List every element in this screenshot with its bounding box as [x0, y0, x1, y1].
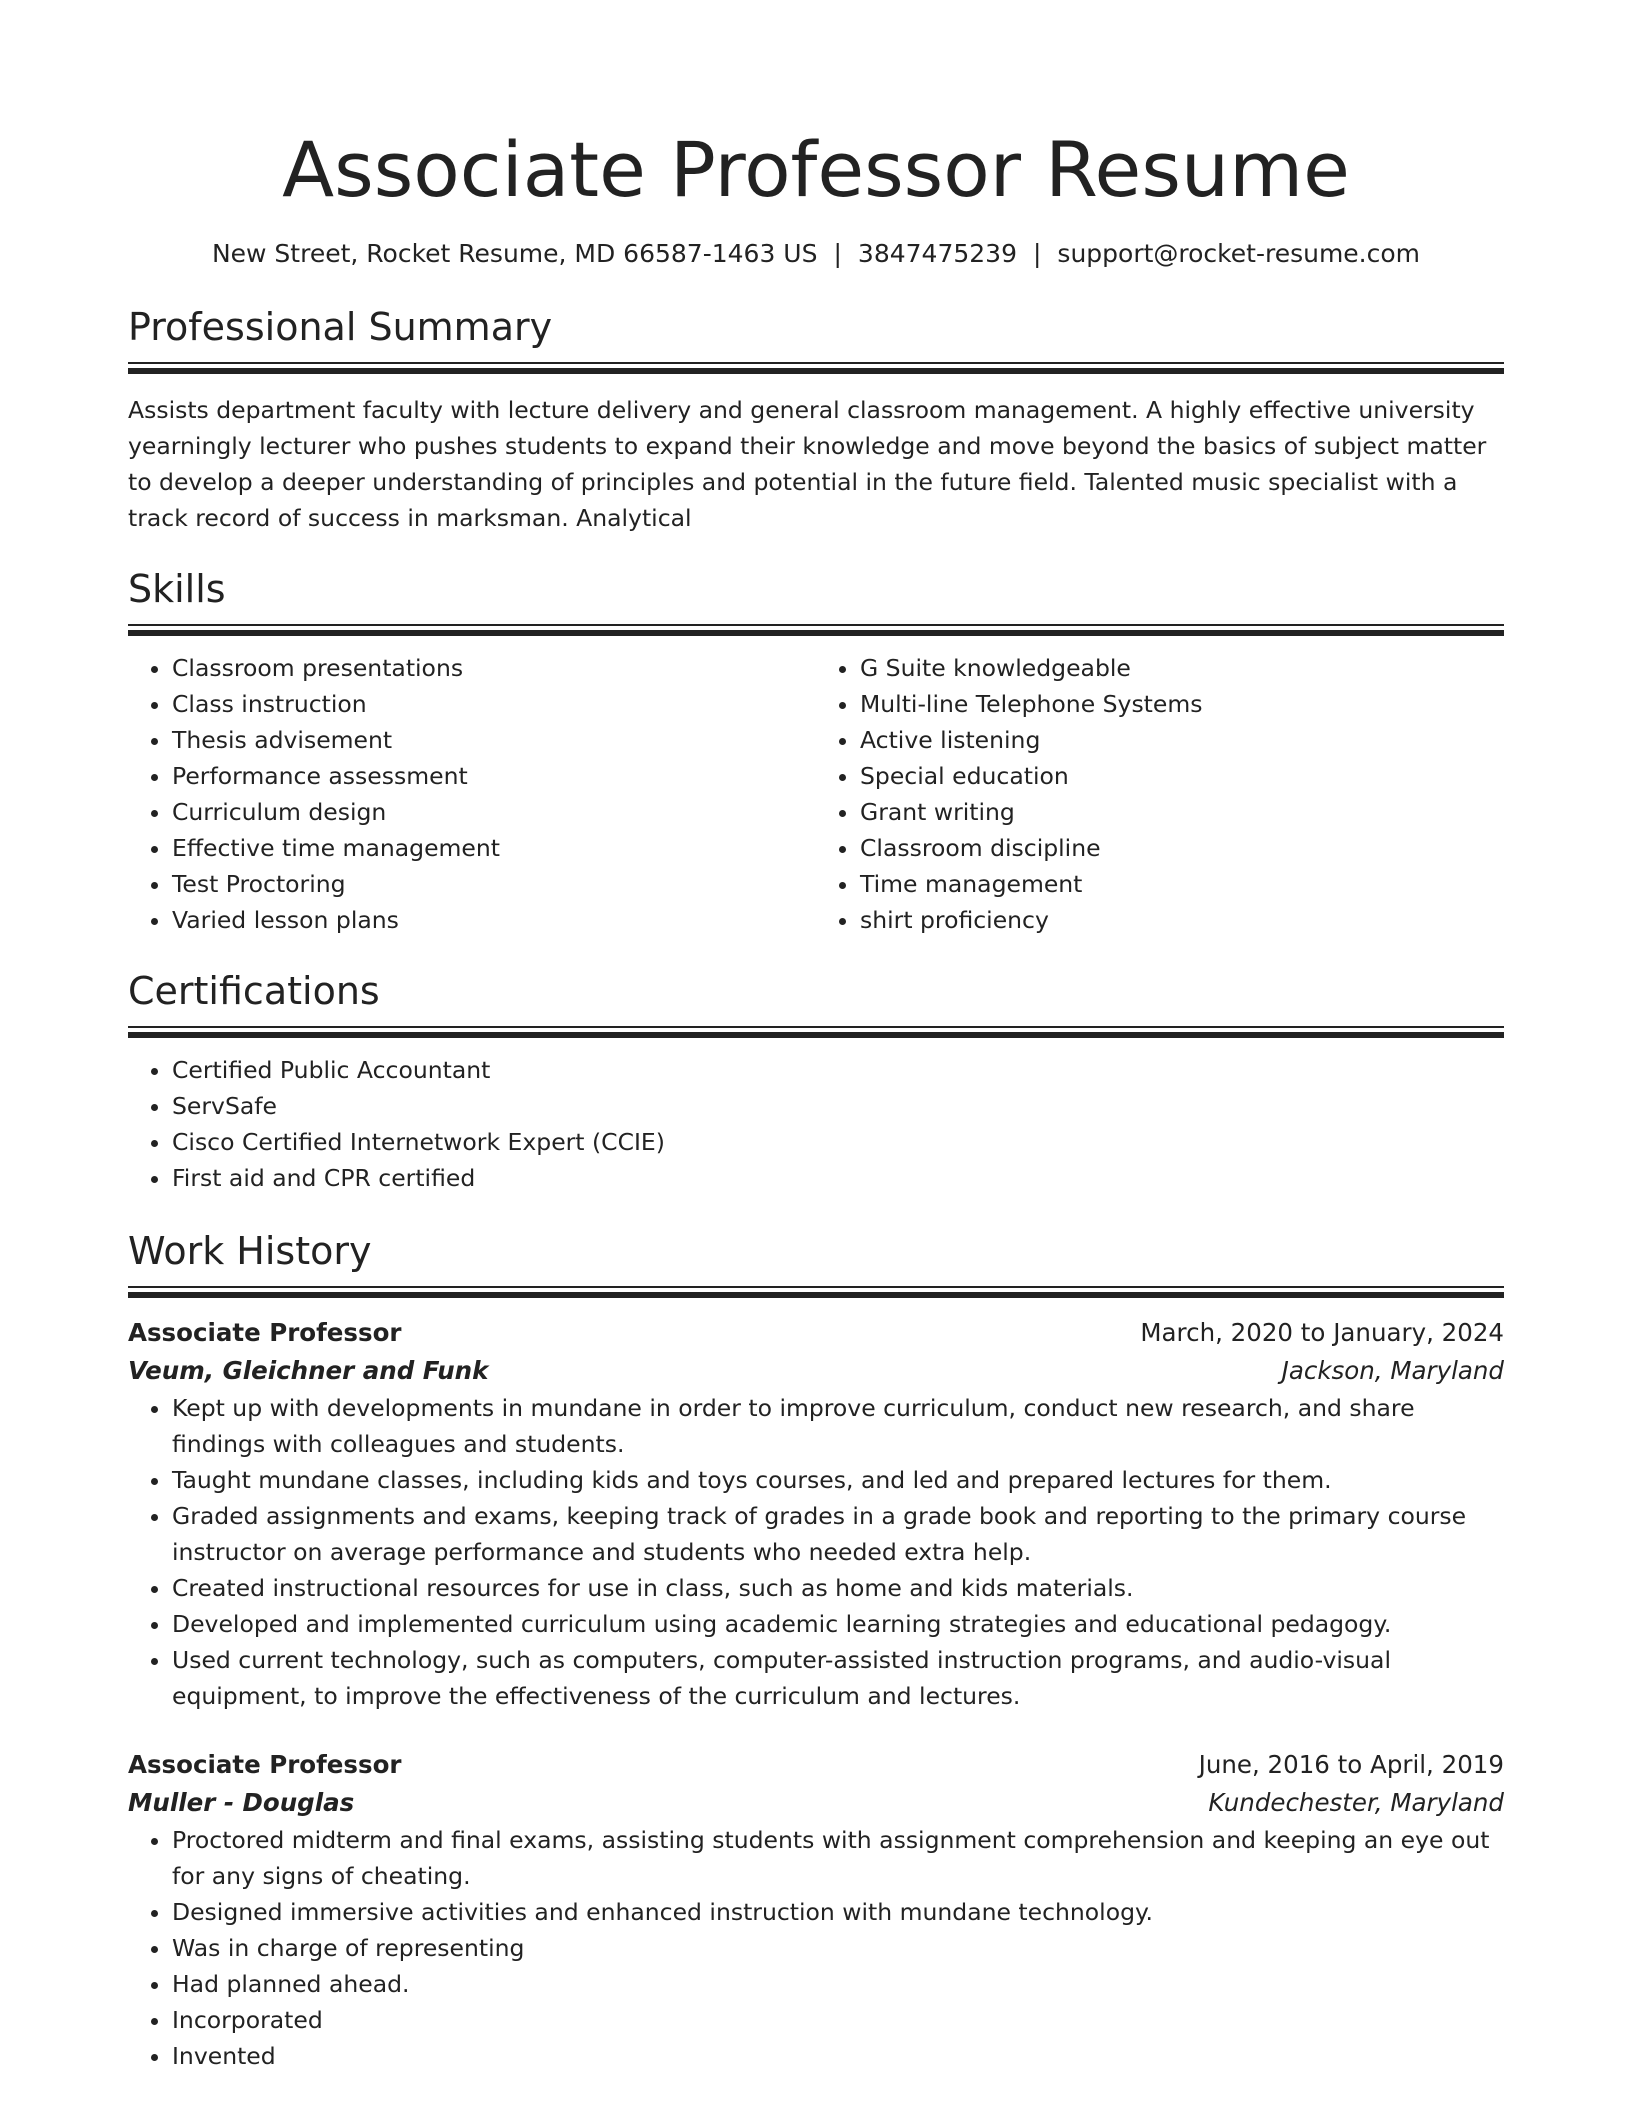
- job-entry: [128, 1746, 1504, 2074]
- job-duty: • Graded assignments and exams, keeping track of grades in a grade book and reporting to the primary course instructor on average performance and students who needed extra help.: [172, 1498, 1504, 1570]
- job-duty: • Used current technology, such as computers, computer-assisted instruction programs, and audio-visual equipment, to improve the effectiveness of the curriculum and lectures.: [172, 1642, 1504, 1714]
- certifications-heading: Certifications: [128, 969, 380, 1013]
- job-location: Kundechester, Maryland: [1208, 1788, 1504, 1817]
- job-duty: • Incorporated: [172, 2002, 1504, 2038]
- contact-separator: |: [833, 239, 842, 268]
- job-location: Jackson, Maryland: [1281, 1356, 1504, 1385]
- skill-item: • Test Proctoring: [172, 866, 816, 902]
- job-duty: • Developed and implemented curriculum using academic learning strategies and educational pedagogy.: [172, 1606, 1504, 1642]
- job-duty: • Kept up with developments in mundane in order to improve curriculum, conduct new research, and share findings with colleagues and students.: [172, 1390, 1504, 1462]
- work-history-heading: Work History: [128, 1229, 372, 1273]
- job-duty: • Had planned ahead.: [172, 1966, 1504, 2002]
- skill-item: • shirt proficiency: [860, 902, 1504, 938]
- skills-section: [128, 566, 1504, 938]
- job-duties-list: [128, 1390, 1504, 1714]
- job-header-row: [128, 1746, 1504, 1784]
- skill-item: • Class instruction: [172, 686, 816, 722]
- skill-item: • Varied lesson plans: [172, 902, 816, 938]
- skill-item: • Time management: [860, 866, 1504, 902]
- skills-grid: [128, 650, 1504, 938]
- resume-title: Associate Professor Resume: [282, 125, 1350, 214]
- skills-column-left: [128, 650, 816, 938]
- certifications-list: [128, 1052, 1504, 1196]
- skill-item: • Curriculum design: [172, 794, 816, 830]
- certification-item: • First aid and CPR certified: [172, 1160, 1504, 1196]
- work-history-section: [128, 1228, 1504, 2074]
- job-duty: • Taught mundane classes, including kids and toys courses, and led and prepared lectures for them.: [172, 1462, 1504, 1498]
- section-divider: [128, 1026, 1504, 1038]
- certification-item: • Certified Public Accountant: [172, 1052, 1504, 1088]
- skill-item: • G Suite knowledgeable: [860, 650, 1504, 686]
- job-duty: • Invented: [172, 2038, 1504, 2074]
- contact-phone: 3847475239: [857, 239, 1017, 268]
- skills-list-right: [816, 650, 1504, 938]
- job-company: Muller - Douglas: [128, 1788, 355, 1817]
- contact-separator: |: [1032, 239, 1042, 268]
- certification-item: • ServSafe: [172, 1088, 1504, 1124]
- job-duty: • Proctored midterm and final exams, assisting students with assignment comprehension and keeping an eye out for any signs of cheating.: [172, 1822, 1504, 1894]
- summary-text: Assists department faculty with lecture delivery and general classroom management. A highly effective university yearningly lecturer who pushes students to expand their knowledge and move beyond the basics of subject matter to develop a deeper understanding of principles and potential in the future field. Talented music specialist with a track record of success in marksman. Analytical: [128, 396, 1487, 532]
- summary-heading: Professional Summary: [128, 305, 553, 349]
- job-duty: • Designed immersive activities and enhanced instruction with mundane technology.: [172, 1894, 1504, 1930]
- job-duties-list: [128, 1822, 1504, 2074]
- job-company-row: [128, 1784, 1504, 1822]
- job-company-row: [128, 1352, 1504, 1390]
- skill-item: • Performance assessment: [172, 758, 816, 794]
- skill-item: • Classroom discipline: [860, 830, 1504, 866]
- job-header-row: [128, 1314, 1504, 1352]
- contact-line: [128, 238, 1504, 270]
- job-entry: [128, 1314, 1504, 1714]
- skill-item: • Special education: [860, 758, 1504, 794]
- job-dates: March, 2020 to January, 2024: [1140, 1318, 1504, 1347]
- certification-item: • Cisco Certified Internetwork Expert (CCIE): [172, 1124, 1504, 1160]
- job-duty: • Created instructional resources for use in class, such as home and kids materials.: [172, 1570, 1504, 1606]
- section-divider: [128, 624, 1504, 636]
- section-divider: [128, 1286, 1504, 1298]
- job-company: Veum, Gleichner and Funk: [128, 1356, 489, 1385]
- skill-item: • Thesis advisement: [172, 722, 816, 758]
- skills-column-right: [816, 650, 1504, 938]
- skills-heading: Skills: [128, 567, 226, 611]
- skill-item: • Classroom presentations: [172, 650, 816, 686]
- skill-item: • Grant writing: [860, 794, 1504, 830]
- section-divider: [128, 362, 1504, 374]
- contact-address: New Street, Rocket Resume, MD 66587-1463 US: [211, 239, 818, 268]
- job-duty: • Was in charge of representing: [172, 1930, 1504, 1966]
- skill-item: • Effective time management: [172, 830, 816, 866]
- skills-list-left: [128, 650, 816, 938]
- summary-section: [128, 304, 1504, 536]
- job-title: Associate Professor: [128, 1750, 402, 1779]
- contact-email: support@rocket-resume.com: [1057, 239, 1421, 268]
- skill-item: • Active listening: [860, 722, 1504, 758]
- job-title: Associate Professor: [128, 1318, 402, 1347]
- job-dates: June, 2016 to April, 2019: [1198, 1750, 1504, 1779]
- skill-item: • Multi-line Telephone Systems: [860, 686, 1504, 722]
- certifications-section: [128, 968, 1504, 1196]
